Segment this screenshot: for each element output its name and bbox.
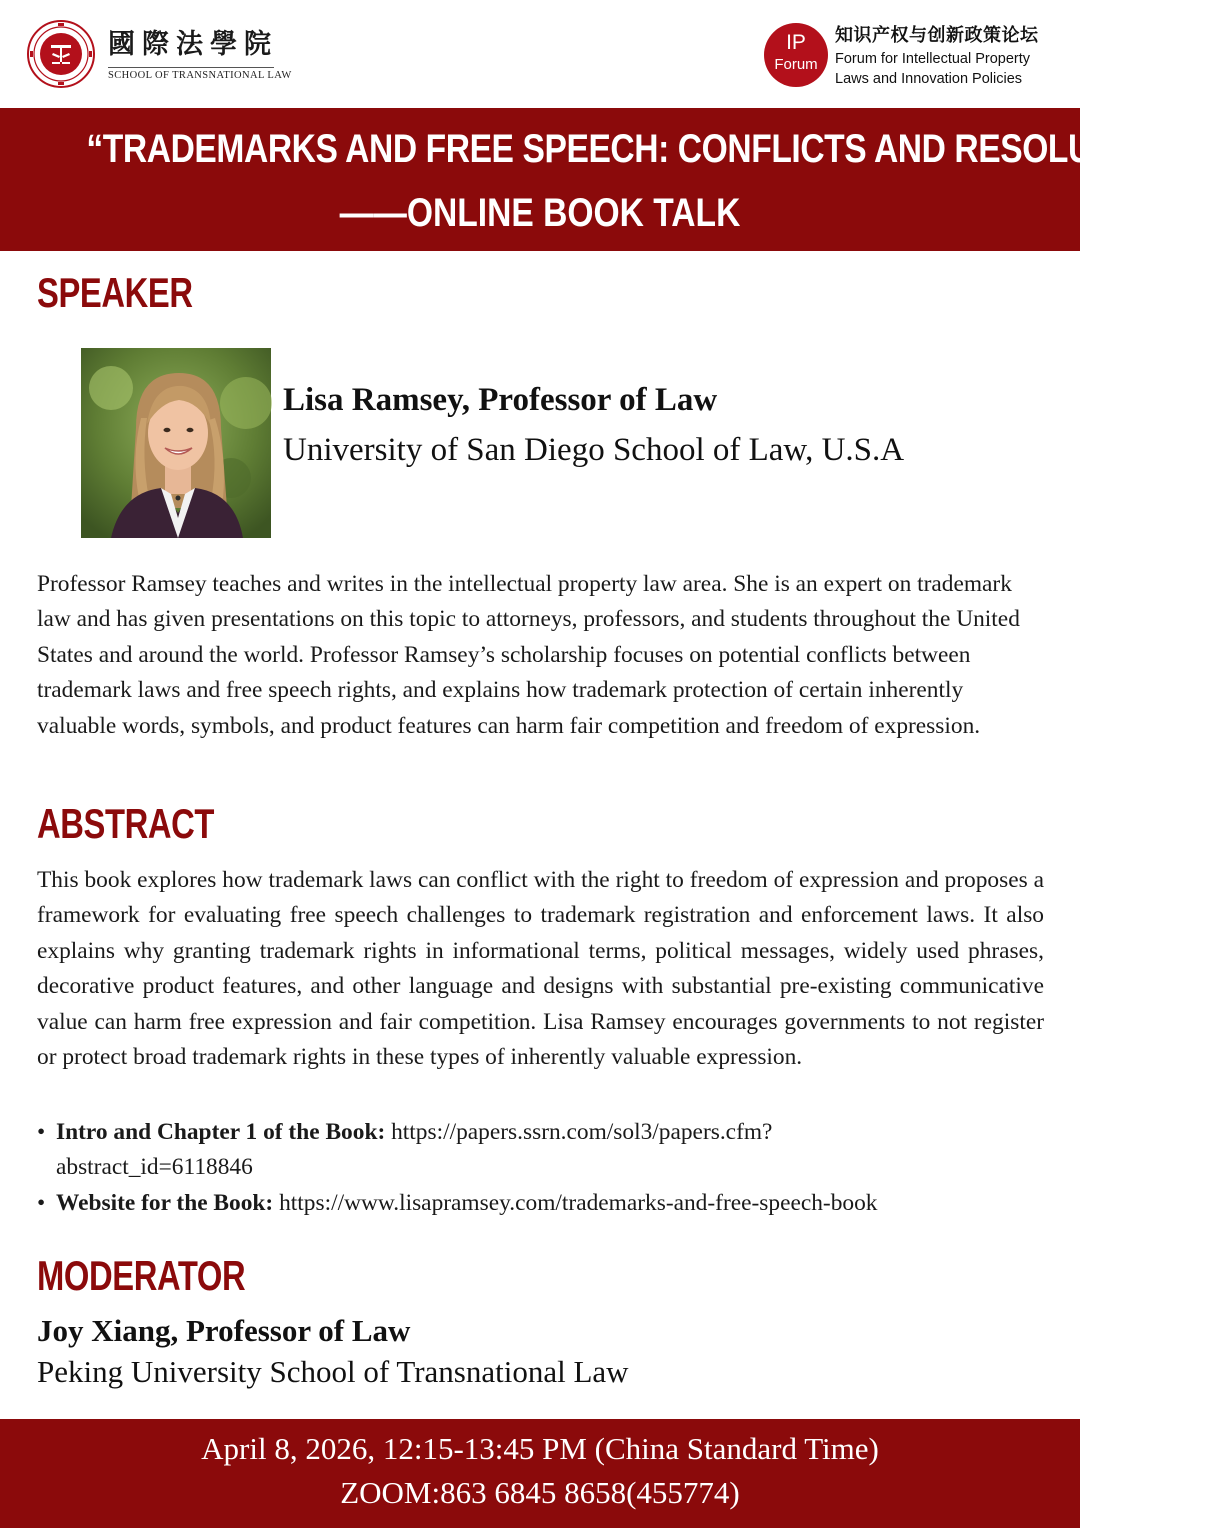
forum-name-chinese: 知识产权与创新政策论坛: [835, 25, 1039, 46]
event-subtitle: ——ONLINE BOOK TALK: [339, 191, 741, 235]
speaker-avatar: [81, 348, 271, 538]
bullet: •: [37, 1189, 46, 1216]
moderator-name: Joy Xiang, Professor of Law: [37, 1313, 411, 1348]
book-website-link[interactable]: https://www.lisapramsey.com/trademarks-and-free-speech-book: [279, 1189, 878, 1216]
speaker-heading: SPEAKER: [37, 269, 193, 316]
peking-university-seal-icon: [27, 20, 95, 88]
event-title-banner: [0, 108, 1209, 251]
abstract-text: This book explores how trademark laws can conflict with the right to freedom of expression and proposes a framework for evaluating free speech challenges to trademark registration and enforcement laws. It also explains why granting trademark rights in informational terms, political messages, widely used phrases, decorative product features, and other language and designs with substantial pre-existing communicative value can harm free expression and fair competition. Lisa Ramsey encourages governments to not register or protect broad trademark rights in these types of inherently valuable expression.: [37, 867, 1044, 1071]
book-intro-link-continued[interactable]: abstract_id=6118846: [56, 1154, 253, 1181]
event-details-footer: [0, 1419, 1080, 1528]
book-links-list: [37, 1115, 1047, 1221]
bullet: •: [37, 1119, 46, 1145]
speaker-affiliation: University of San Diego School of Law, U.S.A: [283, 432, 905, 468]
list-item: [37, 1186, 1047, 1221]
school-logo-text: [108, 28, 292, 81]
speaker-portrait-icon: [81, 348, 271, 538]
abstract-heading: ABSTRACT: [37, 800, 215, 847]
ip-forum-logo-icon: [764, 23, 828, 87]
forum-name-english-line1: Forum for Intellectual Property: [835, 51, 1031, 67]
forum-name-block: [835, 23, 1075, 89]
book-intro-link[interactable]: https://papers.ssrn.com/sol3/papers.cfm?: [391, 1119, 773, 1145]
link-label: Intro and Chapter 1 of the Book:: [56, 1119, 386, 1145]
event-title: “TRADEMARKS AND FREE SPEECH: CONFLICTS AND RESOLUTIONS”: [86, 127, 1209, 171]
zoom-meeting-info: ZOOM:863 6845 8658(455774): [340, 1475, 740, 1510]
forum-name-english-line2: Laws and Innovation Policies: [835, 71, 1023, 87]
ip-forum-badge-top: IP: [786, 31, 806, 54]
page-header: [0, 0, 1080, 108]
school-name-chinese: 國際法學院: [108, 29, 278, 60]
list-item: [37, 1115, 1047, 1186]
event-datetime: April 8, 2026, 12:15-13:45 PM (China Standard Time): [201, 1431, 879, 1466]
speaker-bio: Professor Ramsey teaches and writes in the intellectual property law area. She is an expert on trademark law and has given presentations on this topic to attorneys, professors, and students throughout the United States and around the world. Professor Ramsey’s scholarship focuses on potential conflicts between trademark laws and free speech rights, and explains how trademark protection of certain inherently valuable words, symbols, and product features can harm fair competition and freedom of expression.: [37, 571, 1020, 739]
speaker-name: Lisa Ramsey, Professor of Law: [283, 382, 718, 418]
link-label: Website for the Book:: [56, 1189, 274, 1216]
ip-forum-badge-bottom: Forum: [774, 56, 818, 73]
school-name-english: SCHOOL OF TRANSNATIONAL LAW: [108, 67, 274, 81]
moderator-affiliation: Peking University School of Transnational Law: [37, 1354, 629, 1389]
moderator-heading: MODERATOR: [37, 1252, 246, 1299]
